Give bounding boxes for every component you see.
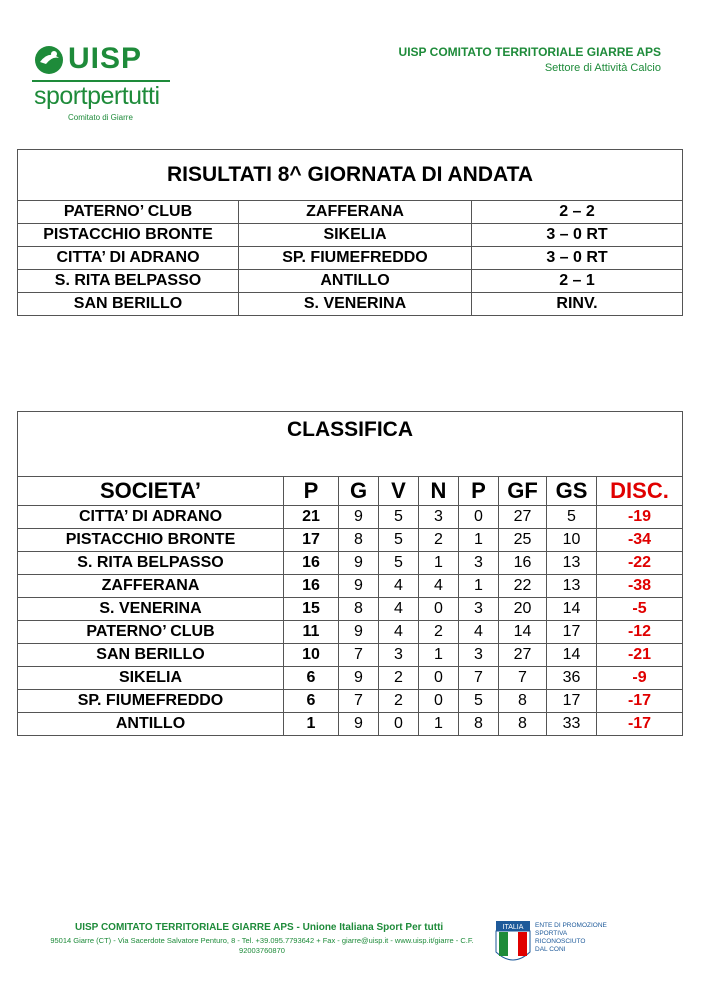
played: 9 bbox=[339, 575, 379, 598]
played: 9 bbox=[339, 667, 379, 690]
drawn: 2 bbox=[419, 529, 459, 552]
goals-against: 33 bbox=[547, 713, 597, 736]
org-subtitle: Settore di Attività Calcio bbox=[544, 62, 661, 74]
discipline: -22 bbox=[597, 552, 683, 575]
points: 6 bbox=[284, 667, 339, 690]
lost: 1 bbox=[459, 575, 499, 598]
standings-row bbox=[18, 690, 683, 713]
team-name: ZAFFERANA bbox=[18, 575, 284, 598]
standings-row bbox=[18, 598, 683, 621]
team-name: SAN BERILLO bbox=[18, 644, 284, 667]
score: 2 – 2 bbox=[472, 201, 683, 224]
org-title: UISP COMITATO TERRITORIALE GIARRE APS bbox=[398, 45, 661, 59]
lost: 4 bbox=[459, 621, 499, 644]
drawn: 2 bbox=[419, 621, 459, 644]
goals-for: 16 bbox=[499, 552, 547, 575]
home-team: PISTACCHIO BRONTE bbox=[18, 224, 239, 247]
discipline: -17 bbox=[597, 713, 683, 736]
lost: 0 bbox=[459, 506, 499, 529]
standings-row bbox=[18, 575, 683, 598]
points: 16 bbox=[284, 575, 339, 598]
logo-tagline: sportpertutti bbox=[34, 82, 160, 110]
discipline: -21 bbox=[597, 644, 683, 667]
coni-shield-icon bbox=[495, 920, 531, 968]
goals-against: 10 bbox=[547, 529, 597, 552]
column-header: SOCIETA’ bbox=[18, 477, 284, 506]
away-team: SIKELIA bbox=[239, 224, 472, 247]
points: 21 bbox=[284, 506, 339, 529]
drawn: 1 bbox=[419, 713, 459, 736]
won: 4 bbox=[379, 621, 419, 644]
points: 15 bbox=[284, 598, 339, 621]
lost: 8 bbox=[459, 713, 499, 736]
standings-header-row bbox=[18, 477, 683, 506]
team-name: SP. FIUMEFREDDO bbox=[18, 690, 284, 713]
goals-for: 27 bbox=[499, 506, 547, 529]
lost: 1 bbox=[459, 529, 499, 552]
standings-table bbox=[17, 411, 683, 736]
won: 5 bbox=[379, 506, 419, 529]
played: 8 bbox=[339, 529, 379, 552]
score: 2 – 1 bbox=[472, 270, 683, 293]
points: 16 bbox=[284, 552, 339, 575]
home-team: PATERNO’ CLUB bbox=[18, 201, 239, 224]
score: 3 – 0 RT bbox=[472, 247, 683, 270]
standings-row bbox=[18, 552, 683, 575]
home-team: SAN BERILLO bbox=[18, 293, 239, 316]
results-row bbox=[18, 247, 683, 270]
team-name: SIKELIA bbox=[18, 667, 284, 690]
away-team: ANTILLO bbox=[239, 270, 472, 293]
won: 2 bbox=[379, 690, 419, 713]
results-table bbox=[17, 149, 683, 316]
away-team: ZAFFERANA bbox=[239, 201, 472, 224]
goals-against: 17 bbox=[547, 690, 597, 713]
runner-icon bbox=[32, 44, 66, 76]
score: 3 – 0 RT bbox=[472, 224, 683, 247]
team-name: PISTACCHIO BRONTE bbox=[18, 529, 284, 552]
won: 4 bbox=[379, 598, 419, 621]
team-name: PATERNO’ CLUB bbox=[18, 621, 284, 644]
goals-against: 13 bbox=[547, 575, 597, 598]
played: 8 bbox=[339, 598, 379, 621]
standings-row bbox=[18, 621, 683, 644]
discipline: -9 bbox=[597, 667, 683, 690]
played: 9 bbox=[339, 506, 379, 529]
lost: 3 bbox=[459, 644, 499, 667]
column-header: GF bbox=[499, 477, 547, 506]
lost: 3 bbox=[459, 598, 499, 621]
drawn: 1 bbox=[419, 644, 459, 667]
drawn: 0 bbox=[419, 667, 459, 690]
standings-row bbox=[18, 506, 683, 529]
discipline: -5 bbox=[597, 598, 683, 621]
discipline: -17 bbox=[597, 690, 683, 713]
goals-for: 25 bbox=[499, 529, 547, 552]
logo-brand: UISP bbox=[68, 42, 143, 75]
standings-row bbox=[18, 713, 683, 736]
goals-for: 27 bbox=[499, 644, 547, 667]
goals-for: 22 bbox=[499, 575, 547, 598]
goals-against: 36 bbox=[547, 667, 597, 690]
team-name: CITTA’ DI ADRANO bbox=[18, 506, 284, 529]
team-name: S. RITA BELPASSO bbox=[18, 552, 284, 575]
results-row bbox=[18, 293, 683, 316]
team-name: ANTILLO bbox=[18, 713, 284, 736]
played: 9 bbox=[339, 713, 379, 736]
results-row bbox=[18, 224, 683, 247]
away-team: S. VENERINA bbox=[239, 293, 472, 316]
score: RINV. bbox=[472, 293, 683, 316]
discipline: -34 bbox=[597, 529, 683, 552]
results-row bbox=[18, 270, 683, 293]
standings-row bbox=[18, 644, 683, 667]
standings-title: CLASSIFICA bbox=[18, 412, 683, 477]
points: 1 bbox=[284, 713, 339, 736]
played: 7 bbox=[339, 690, 379, 713]
column-header: DISC. bbox=[597, 477, 683, 506]
standings-row bbox=[18, 667, 683, 690]
uisp-logo bbox=[32, 40, 182, 125]
home-team: S. RITA BELPASSO bbox=[18, 270, 239, 293]
won: 2 bbox=[379, 667, 419, 690]
goals-against: 5 bbox=[547, 506, 597, 529]
footer-address: 95014 Giarre (CT) - Via Sacerdote Salvatore Penturo, 8 - Tel. +39.095.7793642 + Fax - giarre@uisp.it - www.uisp.it/giarre - C.F. 92003760870 bbox=[50, 936, 474, 955]
discipline: -19 bbox=[597, 506, 683, 529]
goals-against: 17 bbox=[547, 621, 597, 644]
drawn: 0 bbox=[419, 598, 459, 621]
goals-for: 14 bbox=[499, 621, 547, 644]
won: 4 bbox=[379, 575, 419, 598]
won: 5 bbox=[379, 529, 419, 552]
discipline: -38 bbox=[597, 575, 683, 598]
drawn: 3 bbox=[419, 506, 459, 529]
column-header: GS bbox=[547, 477, 597, 506]
goals-against: 14 bbox=[547, 644, 597, 667]
drawn: 0 bbox=[419, 690, 459, 713]
points: 10 bbox=[284, 644, 339, 667]
column-header: P bbox=[459, 477, 499, 506]
coni-text: ENTE DI PROMOZIONE SPORTIVA RICONOSCIUTO DAL CONI bbox=[535, 922, 607, 953]
away-team: SP. FIUMEFREDDO bbox=[239, 247, 472, 270]
results-title: RISULTATI 8^ GIORNATA DI ANDATA bbox=[18, 150, 683, 201]
lost: 5 bbox=[459, 690, 499, 713]
played: 9 bbox=[339, 621, 379, 644]
lost: 7 bbox=[459, 667, 499, 690]
team-name: S. VENERINA bbox=[18, 598, 284, 621]
goals-for: 7 bbox=[499, 667, 547, 690]
won: 5 bbox=[379, 552, 419, 575]
points: 6 bbox=[284, 690, 339, 713]
footer-title: UISP COMITATO TERRITORIALE GIARRE APS - Unione Italiana Sport Per tutti bbox=[75, 922, 444, 933]
column-header: N bbox=[419, 477, 459, 506]
standings-row bbox=[18, 529, 683, 552]
column-header: G bbox=[339, 477, 379, 506]
won: 0 bbox=[379, 713, 419, 736]
logo-subtitle: Comitato di Giarre bbox=[68, 113, 133, 122]
column-header: V bbox=[379, 477, 419, 506]
won: 3 bbox=[379, 644, 419, 667]
points: 11 bbox=[284, 621, 339, 644]
goals-for: 8 bbox=[499, 713, 547, 736]
points: 17 bbox=[284, 529, 339, 552]
results-row bbox=[18, 201, 683, 224]
goals-for: 20 bbox=[499, 598, 547, 621]
discipline: -12 bbox=[597, 621, 683, 644]
goals-against: 13 bbox=[547, 552, 597, 575]
column-header: P bbox=[284, 477, 339, 506]
coni-badge-label: ITALIA bbox=[502, 924, 524, 931]
lost: 3 bbox=[459, 552, 499, 575]
home-team: CITTA’ DI ADRANO bbox=[18, 247, 239, 270]
played: 7 bbox=[339, 644, 379, 667]
goals-for: 8 bbox=[499, 690, 547, 713]
played: 9 bbox=[339, 552, 379, 575]
coni-badge bbox=[495, 920, 635, 970]
drawn: 1 bbox=[419, 552, 459, 575]
goals-against: 14 bbox=[547, 598, 597, 621]
drawn: 4 bbox=[419, 575, 459, 598]
